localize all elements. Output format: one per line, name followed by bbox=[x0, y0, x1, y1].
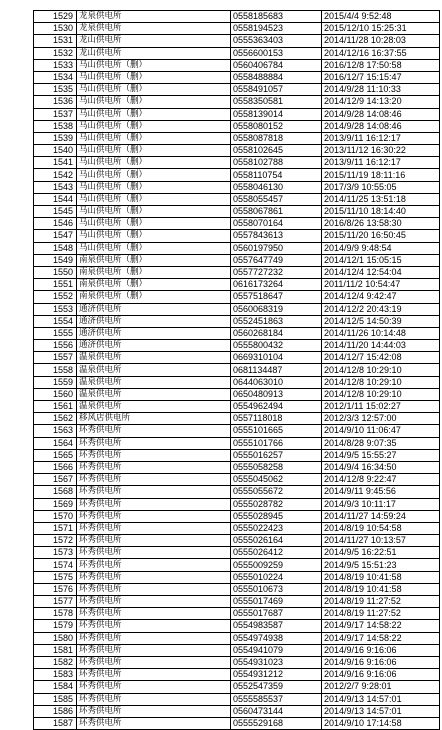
row-number-cell: 1547 bbox=[34, 230, 77, 242]
row-number-cell: 1565 bbox=[34, 449, 77, 461]
table-row bbox=[34, 315, 440, 327]
station-name-cell: 马山供电所（删） bbox=[77, 242, 231, 254]
account-number-cell: 0554931023 bbox=[231, 656, 322, 668]
table-row bbox=[34, 279, 440, 291]
row-number-cell: 1553 bbox=[34, 303, 77, 315]
station-name-cell: 温泉供电所 bbox=[77, 352, 231, 364]
table-row bbox=[34, 327, 440, 339]
table-row bbox=[34, 669, 440, 681]
timestamp-cell: 2014/8/19 10:54:58 bbox=[322, 522, 440, 534]
table-row bbox=[34, 157, 440, 169]
account-number-cell: 0557647749 bbox=[231, 254, 322, 266]
timestamp-cell: 2015/11/20 16:50:45 bbox=[322, 230, 440, 242]
account-number-cell: 0557727232 bbox=[231, 266, 322, 278]
timestamp-cell: 2014/9/10 17:14:58 bbox=[322, 717, 440, 729]
timestamp-cell: 2014/9/13 14:57:01 bbox=[322, 693, 440, 705]
table-row bbox=[34, 193, 440, 205]
timestamp-cell: 2014/12/16 16:37:55 bbox=[322, 47, 440, 59]
table-row bbox=[34, 120, 440, 132]
timestamp-cell: 2013/9/11 16:12:17 bbox=[322, 157, 440, 169]
table-row bbox=[34, 486, 440, 498]
timestamp-cell: 2016/8/26 13:58:30 bbox=[322, 218, 440, 230]
account-number-cell: 0558350581 bbox=[231, 96, 322, 108]
row-number-cell: 1548 bbox=[34, 242, 77, 254]
station-name-cell: 环秀供电所 bbox=[77, 596, 231, 608]
account-number-cell: 0555017469 bbox=[231, 596, 322, 608]
station-name-cell: 环秀供电所 bbox=[77, 486, 231, 498]
table-row bbox=[34, 571, 440, 583]
row-number-cell: 1563 bbox=[34, 425, 77, 437]
table-row bbox=[34, 352, 440, 364]
station-name-cell: 环秀供电所 bbox=[77, 656, 231, 668]
table-row bbox=[34, 717, 440, 729]
timestamp-cell: 2014/9/13 14:57:01 bbox=[322, 705, 440, 717]
timestamp-cell: 2014/9/9 9:48:54 bbox=[322, 242, 440, 254]
station-name-cell: 环秀供电所 bbox=[77, 632, 231, 644]
station-name-cell: 移风店供电所 bbox=[77, 413, 231, 425]
row-number-cell: 1560 bbox=[34, 388, 77, 400]
account-number-cell: 0558102788 bbox=[231, 157, 322, 169]
timestamp-cell: 2013/11/12 16:30:22 bbox=[322, 145, 440, 157]
row-number-cell: 1578 bbox=[34, 608, 77, 620]
account-number-cell: 0555529168 bbox=[231, 717, 322, 729]
station-name-cell: 马山供电所（删） bbox=[77, 230, 231, 242]
row-number-cell: 1533 bbox=[34, 59, 77, 71]
station-name-cell: 龙泉供电所 bbox=[77, 11, 231, 23]
row-number-cell: 1573 bbox=[34, 547, 77, 559]
station-name-cell: 环秀供电所 bbox=[77, 693, 231, 705]
station-name-cell: 龙山供电所 bbox=[77, 47, 231, 59]
account-number-cell: 0555026164 bbox=[231, 535, 322, 547]
table-row bbox=[34, 303, 440, 315]
table-row bbox=[34, 230, 440, 242]
account-number-cell: 0555055672 bbox=[231, 486, 322, 498]
row-number-cell: 1579 bbox=[34, 620, 77, 632]
timestamp-cell: 2014/9/5 16:22:51 bbox=[322, 547, 440, 559]
row-number-cell: 1540 bbox=[34, 145, 77, 157]
row-number-cell: 1555 bbox=[34, 327, 77, 339]
table-row bbox=[34, 23, 440, 35]
timestamp-cell: 2014/9/28 14:08:46 bbox=[322, 120, 440, 132]
station-name-cell: 马山供电所（删） bbox=[77, 169, 231, 181]
row-number-cell: 1574 bbox=[34, 559, 77, 571]
station-name-cell: 马山供电所（删） bbox=[77, 108, 231, 120]
row-number-cell: 1570 bbox=[34, 510, 77, 522]
station-name-cell: 环秀供电所 bbox=[77, 608, 231, 620]
row-number-cell: 1549 bbox=[34, 254, 77, 266]
station-name-cell: 环秀供电所 bbox=[77, 644, 231, 656]
timestamp-cell: 2014/11/20 14:44:03 bbox=[322, 340, 440, 352]
row-number-cell: 1575 bbox=[34, 571, 77, 583]
station-name-cell: 环秀供电所 bbox=[77, 669, 231, 681]
table-row bbox=[34, 644, 440, 656]
timestamp-cell: 2014/9/4 16:34:50 bbox=[322, 461, 440, 473]
timestamp-cell: 2014/12/4 9:42:47 bbox=[322, 291, 440, 303]
row-number-cell: 1580 bbox=[34, 632, 77, 644]
timestamp-cell: 2014/9/3 10:11:17 bbox=[322, 498, 440, 510]
table-row bbox=[34, 340, 440, 352]
row-number-cell: 1581 bbox=[34, 644, 77, 656]
table-row bbox=[34, 620, 440, 632]
timestamp-cell: 2014/11/27 14:59:24 bbox=[322, 510, 440, 522]
row-number-cell: 1576 bbox=[34, 583, 77, 595]
table-row bbox=[34, 474, 440, 486]
timestamp-cell: 2014/12/8 9:22:47 bbox=[322, 474, 440, 486]
table-row bbox=[34, 547, 440, 559]
row-number-cell: 1577 bbox=[34, 596, 77, 608]
table-row bbox=[34, 132, 440, 144]
station-name-cell: 南泉供电所（删） bbox=[77, 291, 231, 303]
row-number-cell: 1537 bbox=[34, 108, 77, 120]
table-row bbox=[34, 449, 440, 461]
station-name-cell: 马山供电所（删） bbox=[77, 193, 231, 205]
account-number-cell: 0554983587 bbox=[231, 620, 322, 632]
station-name-cell: 环秀供电所 bbox=[77, 498, 231, 510]
row-number-cell: 1529 bbox=[34, 11, 77, 23]
table-row bbox=[34, 522, 440, 534]
timestamp-cell: 2014/12/8 10:29:10 bbox=[322, 364, 440, 376]
timestamp-cell: 2014/12/5 14:50:39 bbox=[322, 315, 440, 327]
station-name-cell: 温泉供电所 bbox=[77, 388, 231, 400]
row-number-cell: 1543 bbox=[34, 181, 77, 193]
station-name-cell: 通济供电所 bbox=[77, 303, 231, 315]
station-name-cell: 马山供电所（删） bbox=[77, 218, 231, 230]
account-number-cell: 0555009259 bbox=[231, 559, 322, 571]
account-number-cell: 0560268184 bbox=[231, 327, 322, 339]
row-number-cell: 1544 bbox=[34, 193, 77, 205]
account-number-cell: 0555016257 bbox=[231, 449, 322, 461]
row-number-cell: 1558 bbox=[34, 364, 77, 376]
timestamp-cell: 2015/11/10 18:14:40 bbox=[322, 206, 440, 218]
table-row bbox=[34, 656, 440, 668]
table-row bbox=[34, 510, 440, 522]
table-row bbox=[34, 108, 440, 120]
timestamp-cell: 2012/2/7 9:28:01 bbox=[322, 681, 440, 693]
table-row bbox=[34, 84, 440, 96]
timestamp-cell: 2012/3/3 12:57:00 bbox=[322, 413, 440, 425]
timestamp-cell: 2014/12/1 15:05:15 bbox=[322, 254, 440, 266]
row-number-cell: 1534 bbox=[34, 71, 77, 83]
station-name-cell: 马山供电所（删） bbox=[77, 71, 231, 83]
station-name-cell: 南泉供电所（删） bbox=[77, 254, 231, 266]
station-name-cell: 通济供电所 bbox=[77, 340, 231, 352]
station-name-cell: 环秀供电所 bbox=[77, 437, 231, 449]
account-number-cell: 0552451863 bbox=[231, 315, 322, 327]
account-number-cell: 0558102645 bbox=[231, 145, 322, 157]
table-row bbox=[34, 388, 440, 400]
row-number-cell: 1550 bbox=[34, 266, 77, 278]
table-row bbox=[34, 266, 440, 278]
timestamp-cell: 2014/9/16 9:16:06 bbox=[322, 656, 440, 668]
table-row bbox=[34, 145, 440, 157]
row-number-cell: 1554 bbox=[34, 315, 77, 327]
timestamp-cell: 2014/9/28 14:08:46 bbox=[322, 108, 440, 120]
table-row bbox=[34, 254, 440, 266]
station-name-cell: 环秀供电所 bbox=[77, 522, 231, 534]
timestamp-cell: 2014/11/26 10:14:48 bbox=[322, 327, 440, 339]
station-name-cell: 马山供电所（删） bbox=[77, 145, 231, 157]
row-number-cell: 1538 bbox=[34, 120, 77, 132]
timestamp-cell: 2014/9/16 9:16:06 bbox=[322, 669, 440, 681]
row-number-cell: 1559 bbox=[34, 376, 77, 388]
row-number-cell: 1541 bbox=[34, 157, 77, 169]
table-row bbox=[34, 413, 440, 425]
timestamp-cell: 2014/9/17 14:58:22 bbox=[322, 632, 440, 644]
timestamp-cell: 2015/4/4 9:52:48 bbox=[322, 11, 440, 23]
table-row bbox=[34, 425, 440, 437]
station-name-cell: 环秀供电所 bbox=[77, 547, 231, 559]
account-number-cell: 0558185683 bbox=[231, 11, 322, 23]
account-number-cell: 0552547359 bbox=[231, 681, 322, 693]
station-name-cell: 南泉供电所（删） bbox=[77, 279, 231, 291]
row-number-cell: 1551 bbox=[34, 279, 77, 291]
account-number-cell: 0554974938 bbox=[231, 632, 322, 644]
row-number-cell: 1545 bbox=[34, 206, 77, 218]
station-name-cell: 龙山供电所 bbox=[77, 35, 231, 47]
table-row bbox=[34, 401, 440, 413]
timestamp-cell: 2014/11/28 10:28:03 bbox=[322, 35, 440, 47]
account-number-cell: 0555022423 bbox=[231, 522, 322, 534]
account-number-cell: 0555101665 bbox=[231, 425, 322, 437]
timestamp-cell: 2014/9/5 15:55:27 bbox=[322, 449, 440, 461]
station-name-cell: 环秀供电所 bbox=[77, 425, 231, 437]
station-name-cell: 马山供电所（删） bbox=[77, 96, 231, 108]
timestamp-cell: 2014/11/27 10:13:57 bbox=[322, 535, 440, 547]
account-number-cell: 0555058258 bbox=[231, 461, 322, 473]
table-row bbox=[34, 169, 440, 181]
table-row bbox=[34, 559, 440, 571]
account-number-cell: 0556600153 bbox=[231, 47, 322, 59]
station-name-cell: 环秀供电所 bbox=[77, 620, 231, 632]
timestamp-cell: 2017/3/9 10:55:05 bbox=[322, 181, 440, 193]
row-number-cell: 1531 bbox=[34, 35, 77, 47]
row-number-cell: 1568 bbox=[34, 486, 77, 498]
timestamp-cell: 2014/8/28 9:07:35 bbox=[322, 437, 440, 449]
timestamp-cell: 2014/9/16 9:16:06 bbox=[322, 644, 440, 656]
timestamp-cell: 2014/9/5 15:51:23 bbox=[322, 559, 440, 571]
account-number-cell: 0650480913 bbox=[231, 388, 322, 400]
timestamp-cell: 2016/12/7 15:15:47 bbox=[322, 71, 440, 83]
station-name-cell: 温泉供电所 bbox=[77, 401, 231, 413]
account-number-cell: 0681134487 bbox=[231, 364, 322, 376]
station-name-cell: 环秀供电所 bbox=[77, 705, 231, 717]
account-number-cell: 0558139014 bbox=[231, 108, 322, 120]
account-number-cell: 0558110754 bbox=[231, 169, 322, 181]
table-row bbox=[34, 535, 440, 547]
account-number-cell: 0616173264 bbox=[231, 279, 322, 291]
timestamp-cell: 2012/1/11 15:02:27 bbox=[322, 401, 440, 413]
table-row bbox=[34, 693, 440, 705]
account-number-cell: 0560473144 bbox=[231, 705, 322, 717]
timestamp-cell: 2014/8/19 10:41:58 bbox=[322, 583, 440, 595]
timestamp-cell: 2014/12/7 15:42:08 bbox=[322, 352, 440, 364]
table-row bbox=[34, 71, 440, 83]
timestamp-cell: 2011/11/2 10:54:47 bbox=[322, 279, 440, 291]
row-number-cell: 1585 bbox=[34, 693, 77, 705]
row-number-cell: 1582 bbox=[34, 656, 77, 668]
account-number-cell: 0558046130 bbox=[231, 181, 322, 193]
row-number-cell: 1586 bbox=[34, 705, 77, 717]
table-row bbox=[34, 608, 440, 620]
row-number-cell: 1542 bbox=[34, 169, 77, 181]
account-number-cell: 0558488884 bbox=[231, 71, 322, 83]
row-number-cell: 1564 bbox=[34, 437, 77, 449]
table-row bbox=[34, 242, 440, 254]
row-number-cell: 1561 bbox=[34, 401, 77, 413]
row-number-cell: 1584 bbox=[34, 681, 77, 693]
timestamp-cell: 2016/12/8 17:50:58 bbox=[322, 59, 440, 71]
station-name-cell: 马山供电所（删） bbox=[77, 84, 231, 96]
timestamp-cell: 2014/9/17 14:58:22 bbox=[322, 620, 440, 632]
timestamp-cell: 2014/9/28 11:10:33 bbox=[322, 84, 440, 96]
table-row bbox=[34, 705, 440, 717]
station-name-cell: 马山供电所（删） bbox=[77, 120, 231, 132]
timestamp-cell: 2014/12/4 12:54:04 bbox=[322, 266, 440, 278]
account-number-cell: 0558070164 bbox=[231, 218, 322, 230]
station-name-cell: 环秀供电所 bbox=[77, 510, 231, 522]
timestamp-cell: 2014/8/19 11:27:52 bbox=[322, 596, 440, 608]
account-number-cell: 0560197950 bbox=[231, 242, 322, 254]
station-name-cell: 环秀供电所 bbox=[77, 571, 231, 583]
account-number-cell: 0554931212 bbox=[231, 669, 322, 681]
account-number-cell: 0555363403 bbox=[231, 35, 322, 47]
records-table bbox=[33, 10, 440, 730]
row-number-cell: 1539 bbox=[34, 132, 77, 144]
station-name-cell: 环秀供电所 bbox=[77, 559, 231, 571]
account-number-cell: 0555585537 bbox=[231, 693, 322, 705]
account-number-cell: 0558194523 bbox=[231, 23, 322, 35]
station-name-cell: 温泉供电所 bbox=[77, 376, 231, 388]
account-number-cell: 0560068319 bbox=[231, 303, 322, 315]
table-row bbox=[34, 681, 440, 693]
timestamp-cell: 2014/9/10 11:06:47 bbox=[322, 425, 440, 437]
station-name-cell: 马山供电所（删） bbox=[77, 157, 231, 169]
row-number-cell: 1532 bbox=[34, 47, 77, 59]
table-row bbox=[34, 437, 440, 449]
station-name-cell: 温泉供电所 bbox=[77, 364, 231, 376]
row-number-cell: 1530 bbox=[34, 23, 77, 35]
table-row bbox=[34, 632, 440, 644]
table-row bbox=[34, 291, 440, 303]
station-name-cell: 马山供电所（删） bbox=[77, 206, 231, 218]
station-name-cell: 环秀供电所 bbox=[77, 583, 231, 595]
timestamp-cell: 2014/12/8 10:29:10 bbox=[322, 388, 440, 400]
table-row bbox=[34, 181, 440, 193]
account-number-cell: 0555017687 bbox=[231, 608, 322, 620]
row-number-cell: 1572 bbox=[34, 535, 77, 547]
table-row bbox=[34, 583, 440, 595]
station-name-cell: 环秀供电所 bbox=[77, 681, 231, 693]
row-number-cell: 1557 bbox=[34, 352, 77, 364]
timestamp-cell: 2014/8/19 10:41:58 bbox=[322, 571, 440, 583]
account-number-cell: 0555026412 bbox=[231, 547, 322, 559]
row-number-cell: 1552 bbox=[34, 291, 77, 303]
station-name-cell: 环秀供电所 bbox=[77, 474, 231, 486]
table-row bbox=[34, 11, 440, 23]
table-row bbox=[34, 498, 440, 510]
table-row bbox=[34, 596, 440, 608]
station-name-cell: 南泉供电所（删） bbox=[77, 266, 231, 278]
account-number-cell: 0560406784 bbox=[231, 59, 322, 71]
account-number-cell: 0554962494 bbox=[231, 401, 322, 413]
station-name-cell: 马山供电所（删） bbox=[77, 181, 231, 193]
records-table-body bbox=[34, 11, 440, 730]
station-name-cell: 环秀供电所 bbox=[77, 449, 231, 461]
account-number-cell: 0558491057 bbox=[231, 84, 322, 96]
row-number-cell: 1556 bbox=[34, 340, 77, 352]
row-number-cell: 1536 bbox=[34, 96, 77, 108]
account-number-cell: 0555028945 bbox=[231, 510, 322, 522]
station-name-cell: 通济供电所 bbox=[77, 327, 231, 339]
station-name-cell: 龙泉供电所 bbox=[77, 23, 231, 35]
row-number-cell: 1569 bbox=[34, 498, 77, 510]
account-number-cell: 0555010224 bbox=[231, 571, 322, 583]
table-row bbox=[34, 35, 440, 47]
account-number-cell: 0555101766 bbox=[231, 437, 322, 449]
row-number-cell: 1546 bbox=[34, 218, 77, 230]
account-number-cell: 0555045062 bbox=[231, 474, 322, 486]
timestamp-cell: 2014/11/25 13:51:18 bbox=[322, 193, 440, 205]
account-number-cell: 0555028782 bbox=[231, 498, 322, 510]
account-number-cell: 0555800432 bbox=[231, 340, 322, 352]
row-number-cell: 1583 bbox=[34, 669, 77, 681]
account-number-cell: 0558080152 bbox=[231, 120, 322, 132]
row-number-cell: 1567 bbox=[34, 474, 77, 486]
station-name-cell: 环秀供电所 bbox=[77, 535, 231, 547]
timestamp-cell: 2013/9/11 16:12:17 bbox=[322, 132, 440, 144]
station-name-cell: 马山供电所（删） bbox=[77, 132, 231, 144]
row-number-cell: 1571 bbox=[34, 522, 77, 534]
timestamp-cell: 2014/12/8 10:29:10 bbox=[322, 376, 440, 388]
account-number-cell: 0557118018 bbox=[231, 413, 322, 425]
account-number-cell: 0644063010 bbox=[231, 376, 322, 388]
station-name-cell: 马山供电所（删） bbox=[77, 59, 231, 71]
account-number-cell: 0558067861 bbox=[231, 206, 322, 218]
table-row bbox=[34, 206, 440, 218]
station-name-cell: 环秀供电所 bbox=[77, 461, 231, 473]
account-number-cell: 0557843613 bbox=[231, 230, 322, 242]
timestamp-cell: 2014/12/9 14:13:20 bbox=[322, 96, 440, 108]
timestamp-cell: 2014/9/11 9:45:56 bbox=[322, 486, 440, 498]
account-number-cell: 0555010673 bbox=[231, 583, 322, 595]
table-row bbox=[34, 376, 440, 388]
row-number-cell: 1562 bbox=[34, 413, 77, 425]
timestamp-cell: 2014/8/19 11:27:52 bbox=[322, 608, 440, 620]
timestamp-cell: 2015/11/19 18:11:16 bbox=[322, 169, 440, 181]
table-row bbox=[34, 364, 440, 376]
account-number-cell: 0669310104 bbox=[231, 352, 322, 364]
timestamp-cell: 2015/12/10 15:25:31 bbox=[322, 23, 440, 35]
station-name-cell: 通济供电所 bbox=[77, 315, 231, 327]
account-number-cell: 0557518647 bbox=[231, 291, 322, 303]
table-row bbox=[34, 59, 440, 71]
station-name-cell: 环秀供电所 bbox=[77, 717, 231, 729]
table-row bbox=[34, 461, 440, 473]
table-row bbox=[34, 218, 440, 230]
row-number-cell: 1535 bbox=[34, 84, 77, 96]
account-number-cell: 0558055457 bbox=[231, 193, 322, 205]
account-number-cell: 0554941079 bbox=[231, 644, 322, 656]
table-row bbox=[34, 96, 440, 108]
table-row bbox=[34, 47, 440, 59]
timestamp-cell: 2014/12/2 20:43:19 bbox=[322, 303, 440, 315]
account-number-cell: 0558087818 bbox=[231, 132, 322, 144]
row-number-cell: 1587 bbox=[34, 717, 77, 729]
row-number-cell: 1566 bbox=[34, 461, 77, 473]
